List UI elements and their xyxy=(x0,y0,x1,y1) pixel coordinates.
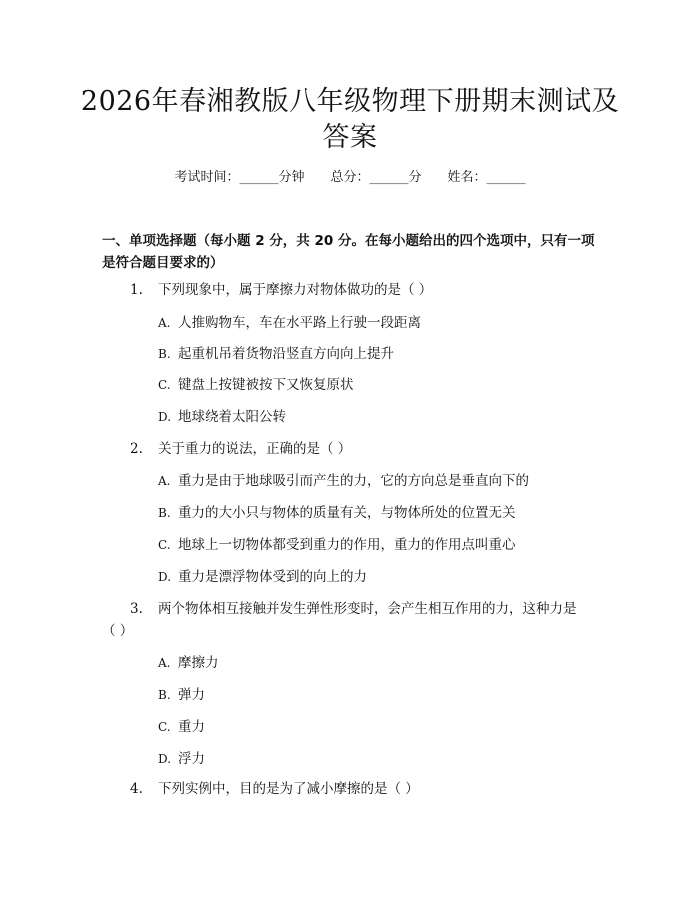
question-number: 1. xyxy=(130,282,143,298)
title-line-2: 答案 xyxy=(322,122,378,153)
option-letter: C. xyxy=(158,378,171,392)
option-letter: A. xyxy=(158,474,171,488)
option-text: 人推购物车，车在水平路上行驶一段距离 xyxy=(178,315,421,331)
question-3-option-a xyxy=(158,652,219,674)
question-text: 关于重力的说法，正确的是（ ） xyxy=(158,441,352,457)
title-line-1: 2026年春湘教版八年级物理下册期末测试及 xyxy=(80,86,620,117)
option-text: 重力 xyxy=(178,719,205,735)
section-heading: 一、单项选择题（每小题 2 分，共 20 分。在每小题给出的四个选项中，只有一项是符合题目要求的） xyxy=(102,233,595,271)
option-text: 重力的大小只与物体的质量有关，与物体所处的位置无关 xyxy=(178,505,516,521)
option-letter: D. xyxy=(158,570,172,584)
question-number: 2. xyxy=(130,441,143,457)
question-1-option-d xyxy=(158,406,286,428)
option-text: 键盘上按键被按下又恢复原状 xyxy=(178,377,354,393)
exam-info-line xyxy=(0,168,700,188)
question-3-option-b xyxy=(158,684,205,706)
option-letter: D. xyxy=(158,752,172,766)
question-1-option-b xyxy=(158,343,394,365)
question-number: 3. xyxy=(130,601,143,617)
question-text-line-1: 两个物体相互接触并发生弹性形变时，会产生相互作用的力，这种力是 xyxy=(158,601,577,617)
name-label: 姓名：______ xyxy=(447,170,526,185)
document-title xyxy=(70,84,630,156)
question-4 xyxy=(130,778,419,800)
question-3 xyxy=(130,598,577,620)
question-2-option-d xyxy=(158,566,367,588)
option-text: 摩擦力 xyxy=(178,655,219,671)
option-letter: D. xyxy=(158,410,172,424)
option-text: 浮力 xyxy=(178,751,205,767)
total-score-label: 总分：______分 xyxy=(330,170,422,185)
question-1-option-c xyxy=(158,374,354,396)
option-letter: C. xyxy=(158,538,171,552)
question-3-option-c xyxy=(158,716,205,738)
question-1 xyxy=(130,279,432,301)
question-1-option-a xyxy=(158,312,421,334)
exam-time-label: 考试时间：______分钟 xyxy=(174,170,305,185)
question-text-line-2: （ ） xyxy=(102,623,134,639)
option-text: 起重机吊着货物沿竖直方向向上提升 xyxy=(178,346,394,362)
option-text: 地球上一切物体都受到重力的作用，重力的作用点叫重心 xyxy=(178,537,516,553)
option-letter: B. xyxy=(158,506,171,520)
option-text: 弹力 xyxy=(178,687,205,703)
option-letter: B. xyxy=(158,688,171,702)
option-text: 重力是漂浮物体受到的向上的力 xyxy=(178,569,367,585)
question-3-option-d xyxy=(158,748,205,770)
option-letter: C. xyxy=(158,720,171,734)
option-text: 地球绕着太阳公转 xyxy=(178,409,286,425)
option-letter: B. xyxy=(158,347,171,361)
option-text: 重力是由于地球吸引而产生的力，它的方向总是垂直向下的 xyxy=(178,473,529,489)
question-2-option-b xyxy=(158,502,516,524)
question-2-option-a xyxy=(158,470,529,492)
option-letter: A. xyxy=(158,316,171,330)
question-text: 下列实例中，目的是为了减小摩擦的是（ ） xyxy=(158,781,419,797)
option-letter: A. xyxy=(158,656,171,670)
question-2-option-c xyxy=(158,534,516,556)
question-number: 4. xyxy=(130,781,143,797)
question-3-continuation xyxy=(102,620,133,642)
question-2 xyxy=(130,438,351,460)
question-text: 下列现象中，属于摩擦力对物体做功的是（ ） xyxy=(158,282,433,298)
